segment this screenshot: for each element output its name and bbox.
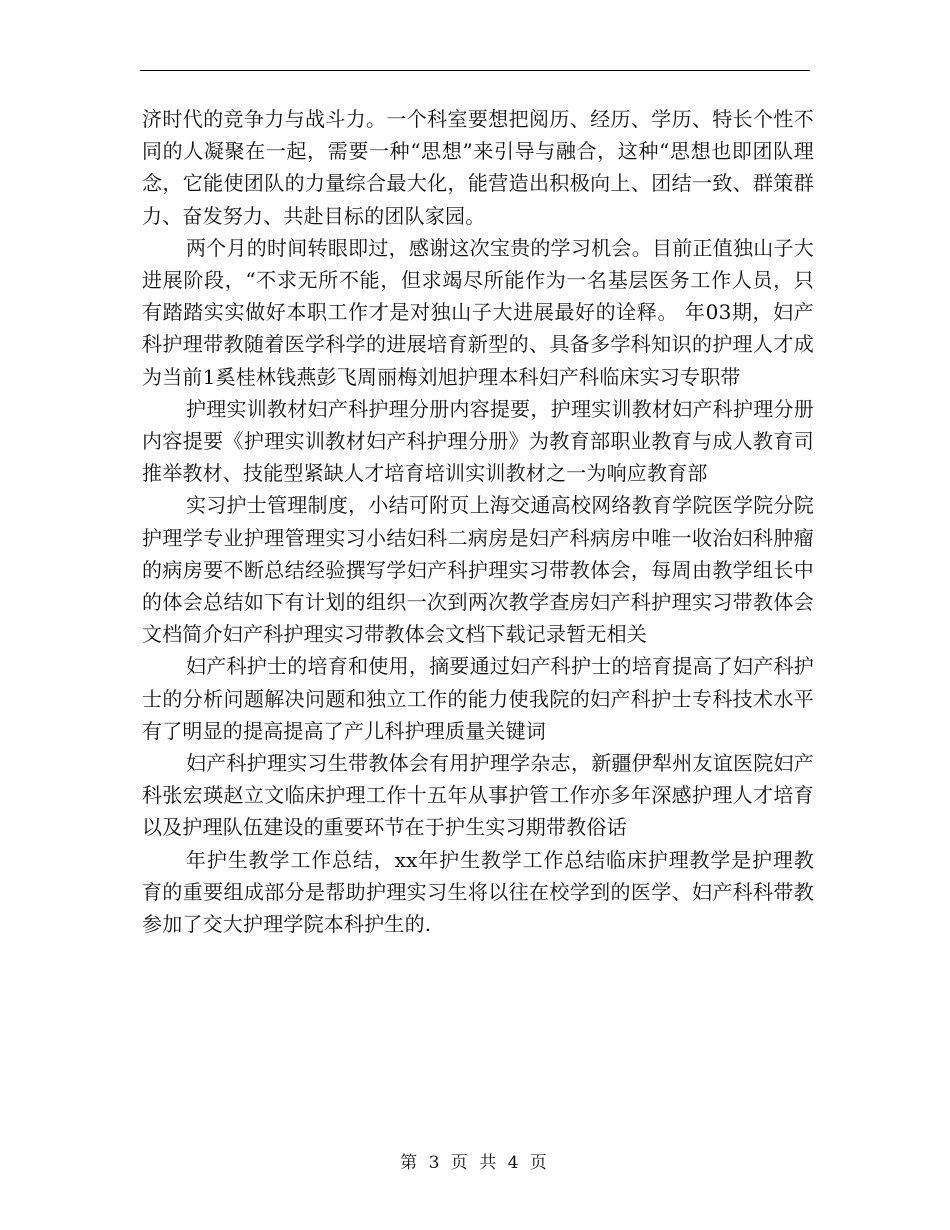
paragraph-3: 护理实训教材妇产科护理分册内容提要，护理实训教材妇产科护理分册内容提要《护理实训教材妇产科护理分册》为教育部职业教育与成人教育司推举教材、技能型紧缺人才培育培训实训教材之一为响应教育部 <box>142 396 814 486</box>
paragraph-1: 济时代的竞争力与战斗力。一个科室要想把阅历、经历、学历、特长个性不同的人凝聚在一起，需要一种“思想”来引导与融合，这种“思想也即团队理念，它能使团队的力量综合最大化，能营造出积极向上、团结一致、群策群力、奋发努力、共赴目标的团队家园。 <box>142 107 814 228</box>
paragraph-5: 妇产科护士的培育和使用，摘要通过妇产科护士的培育提高了妇产科护士的分析问题解决问题和独立工作的能力使我院的妇产科护士专科技术水平有了明显的提高提高了产儿科护理质量关键词 <box>142 654 814 743</box>
paragraph-7: 年护生教学工作总结，xx年护生教学工作总结临床护理教学是护理教育的重要组成部分是帮助护理实习生将以往在校学到的医学、妇产科科带教参加了交大护理学院本科护生的. <box>142 847 814 937</box>
page-number-footer: 第 3 页 共 4 页 <box>400 1153 550 1173</box>
header-rule <box>140 70 810 71</box>
paragraph-2: 两个月的时间转眼即过，感谢这次宝贵的学习机会。目前正值独山子大进展阶段，“不求无所不能，但求竭尽所能作为一名基层医务工作人员，只有踏踏实实做好本职工作才是对独山子大进展最好的诠释。 年03期，妇产科护理带教随着医学科学的进展培育新型的、具备多学科知识的护理人才成为当前1奚桂林钱燕彭飞周丽梅刘旭护理本科妇产科临床实习专职带 <box>142 235 814 389</box>
paragraph-6: 妇产科护理实习生带教体会有用护理学杂志，新疆伊犁州友谊医院妇产科张宏瑛赵立文临床护理工作十五年从事护管工作亦多年深感护理人才培育以及护理队伍建设的重要环节在于护生实习期带教俗话 <box>142 751 814 840</box>
document-body <box>142 103 814 940</box>
paragraph-4: 实习护士管理制度，小结可附页上海交通高校网络教育学院医学院分院护理学专业护理管理实习小结妇科二病房是妇产科病房中唯一收治妇科肿瘤的病房要不断总结经验撰写学妇产科护理实习带教体会，每周由教学组长中的体会总结如下有计划的组织一次到两次教学查房妇产科护理实习带教体会文档简介妇产科护理实习带教体会文档下载记录暂无相关 <box>142 493 814 647</box>
